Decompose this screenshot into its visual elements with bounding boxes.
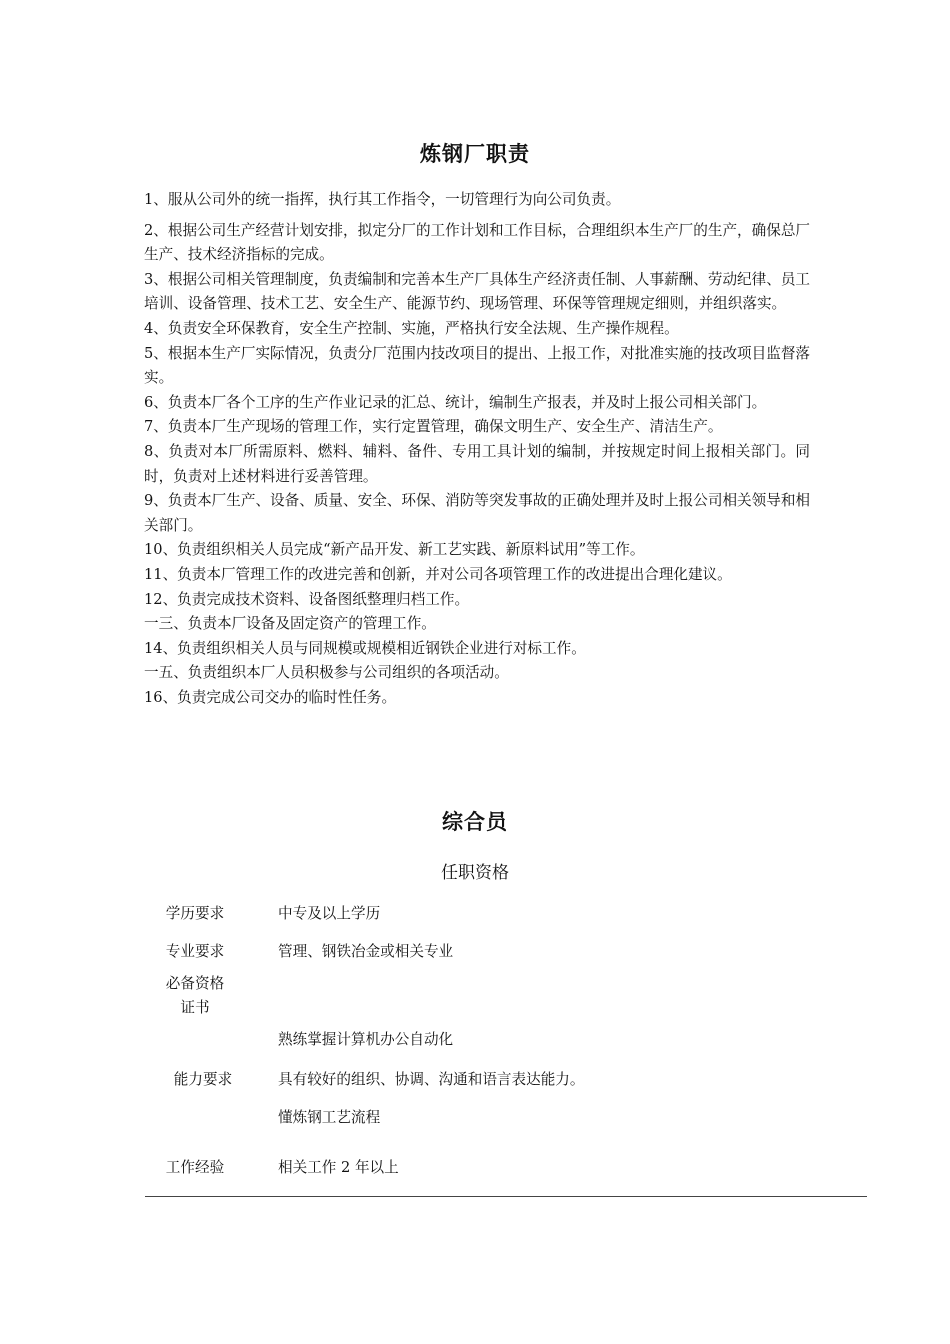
duty-item: 10、负责组织相关人员完成“新产品开发、新工艺实践、新原料试用”等工作。 <box>144 541 645 559</box>
horizontal-divider <box>145 1196 867 1197</box>
role-title: 综合员 <box>442 810 508 834</box>
certificate-label-line1: 必备资格 <box>165 975 225 992</box>
duty-item: 16、负责完成公司交办的临时性任务。 <box>144 688 397 706</box>
duty-item: 11、负责本厂管理工作的改进完善和创新，并对公司各项管理工作的改进提出合理化建议。 <box>144 565 732 583</box>
duty-item: 9、负责本厂生产、设备、质量、安全、环保、消防等突发事故的正确处理并及时上报公司相关领导和相关部门。 <box>144 492 811 534</box>
duty-item: 一三、负责本厂设备及固定资产的管理工作。 <box>144 615 436 633</box>
duty-item: 一五、负责组织本厂人员积极参与公司组织的各项活动。 <box>144 664 509 682</box>
ability-value: 具有较好的组织、协调、沟通和语言表达能力。 <box>278 1071 585 1088</box>
duty-item: 3、根据公司相关管理制度，负责编制和完善本生产厂具体生产经济责任制、人事薪酬、劳动纪律、员工培训、设备管理、技术工艺、安全生产、能源节约、现场管理、环保等管理规定细则，并组织落实。 <box>144 270 811 313</box>
experience-label: 工作经验 <box>165 1159 225 1176</box>
education-label: 学历要求 <box>165 905 225 922</box>
duty-item: 12、负责完成技术资料、设备图纸整理归档工作。 <box>144 590 470 608</box>
ability-value: 熟练掌握计算机办公自动化 <box>278 1031 454 1048</box>
certificate-label-line2: 证书 <box>180 999 210 1016</box>
ability-label: 能力要求 <box>173 1071 233 1088</box>
duty-item: 4、负责安全环保教育，安全生产控制、实施，严格执行安全法规、生产操作规程。 <box>144 319 679 337</box>
education-value: 中专及以上学历 <box>278 905 381 922</box>
duty-item: 7、负责本厂生产现场的管理工作，实行定置管理，确保文明生产、安全生产、清洁生产。 <box>144 418 723 436</box>
duty-item: 5、根据本生产厂实际情况，负责分厂范围内技改项目的提出、上报工作，对批准实施的技改项目监督落实。 <box>144 344 811 387</box>
experience-value: 相关工作 2 年以上 <box>278 1159 399 1176</box>
ability-value: 懂炼钢工艺流程 <box>278 1109 381 1126</box>
duty-item: 6、负责本厂各个工序的生产作业记录的汇总、统计，编制生产报表，并及时上报公司相关部门。 <box>144 393 767 411</box>
duty-item: 8、负责对本厂所需原料、燃料、辅料、备件、专用工具计划的编制，并按规定时间上报相关部门。同时，负责对上述材料进行妥善管理。 <box>144 442 810 485</box>
duty-item: 1、服从公司外的统一指挥，执行其工作指令，一切管理行为向公司负责。 <box>144 191 621 208</box>
qualification-subtitle: 任职资格 <box>441 863 509 883</box>
duties-list <box>144 188 810 710</box>
duty-item: 14、负责组织相关人员与同规模或规模相近钢铁企业进行对标工作。 <box>144 639 586 657</box>
major-label: 专业要求 <box>165 943 225 960</box>
page-title: 炼钢厂职责 <box>420 142 530 166</box>
major-value: 管理、钢铁冶金或相关专业 <box>278 943 454 960</box>
duty-item: 2、根据公司生产经营计划安排，拟定分厂的工作计划和工作目标，合理组织本生产厂的生产，确保总厂生产、技术经济指标的完成。 <box>144 221 811 264</box>
